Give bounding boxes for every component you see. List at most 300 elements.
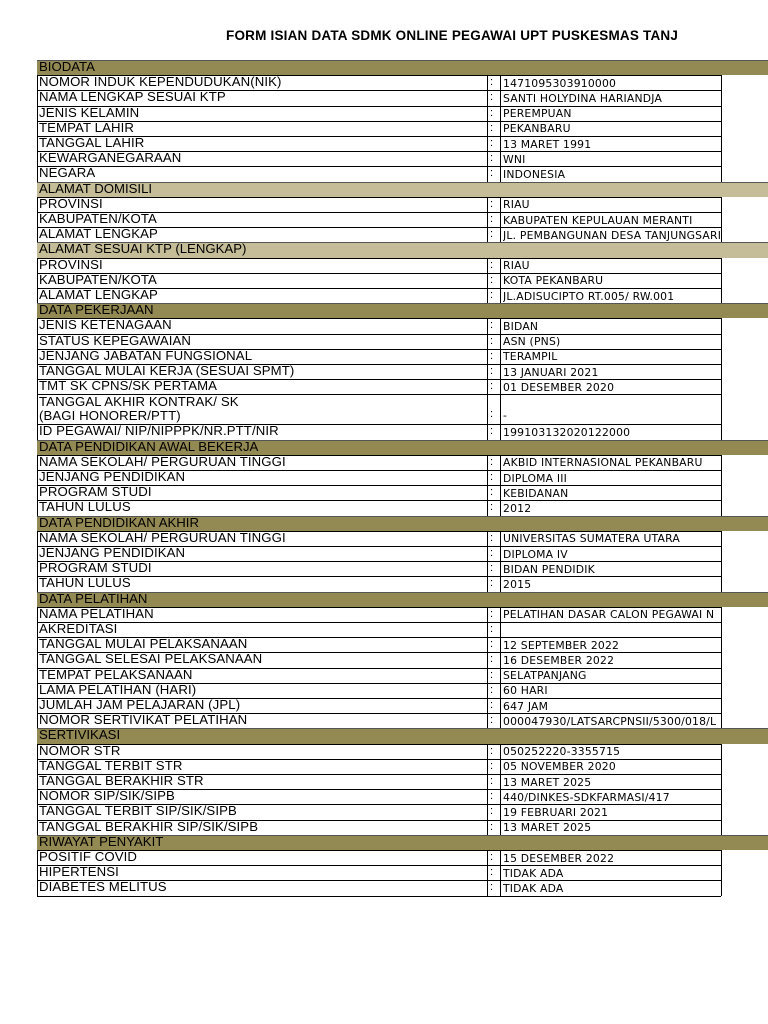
field-colon: : xyxy=(490,501,494,514)
field-colon: : xyxy=(490,623,494,635)
cell-border xyxy=(487,880,488,895)
section-title: RIWAYAT PENYAKIT xyxy=(39,833,164,849)
field-label: AKREDITASI xyxy=(39,621,118,636)
field-label: KABUPATEN/KOTA xyxy=(39,211,157,226)
cell-border xyxy=(37,789,38,804)
cell-border xyxy=(500,500,501,515)
cell-border xyxy=(500,774,501,789)
section-band xyxy=(720,441,768,455)
field-value: 60 HARI xyxy=(503,684,548,698)
field-label: ALAMAT LENGKAP xyxy=(39,287,158,302)
field-colon: : xyxy=(490,121,494,134)
field-label: DIABETES MELITUS xyxy=(39,879,167,895)
cell-border xyxy=(500,622,501,637)
cell-border xyxy=(487,197,488,212)
field-colon: : xyxy=(490,228,494,241)
cell-border xyxy=(37,349,38,364)
section-header xyxy=(37,592,768,607)
field-value: DIPLOMA IV xyxy=(503,547,568,561)
field-label: TAHUN LULUS xyxy=(39,499,131,515)
cell-border xyxy=(37,546,38,561)
field-colon: : xyxy=(490,213,494,225)
cell-border xyxy=(487,865,488,880)
cell-border xyxy=(487,485,488,500)
field-label: LAMA PELATIHAN (HARI) xyxy=(39,681,197,697)
field-colon: : xyxy=(490,820,494,833)
cell-border xyxy=(500,151,501,166)
cell-border xyxy=(721,349,722,364)
cell-border xyxy=(500,850,501,865)
section-band xyxy=(720,243,768,257)
cell-border xyxy=(37,318,38,333)
cell-border xyxy=(487,379,488,394)
cell-border xyxy=(37,197,38,212)
cell-border xyxy=(721,561,722,576)
field-colon: : xyxy=(490,531,494,544)
field-value: 2012 xyxy=(503,501,532,515)
cell-border xyxy=(487,850,488,865)
cell-border xyxy=(721,334,722,349)
section-band xyxy=(720,183,768,197)
cell-border xyxy=(721,166,722,181)
cell-border xyxy=(37,75,38,90)
field-value: 19 FEBRUARI 2021 xyxy=(503,805,609,819)
field-colon: : xyxy=(490,775,494,787)
cell-border xyxy=(500,531,501,546)
cell-border xyxy=(37,90,38,105)
field-colon: : xyxy=(490,790,494,803)
field-value: JL.ADISUCIPTO RT.005/ RW.001 xyxy=(503,289,675,303)
section-band xyxy=(720,61,768,75)
cell-border xyxy=(37,652,38,667)
field-value: TIDAK ADA xyxy=(503,881,564,895)
cell-border xyxy=(487,455,488,470)
field-colon: : xyxy=(490,152,494,165)
field-colon: : xyxy=(490,319,494,332)
cell-border xyxy=(500,197,501,212)
field-value: INDONESIA xyxy=(503,167,566,181)
cell-border xyxy=(487,394,488,424)
cell-border xyxy=(500,106,501,121)
field-label: TEMPAT PELAKSANAAN xyxy=(39,666,193,682)
field-label: JENIS KELAMIN xyxy=(39,104,140,120)
field-label: STATUS KEPEGAWAIAN xyxy=(39,332,192,348)
section-title: BIODATA xyxy=(39,59,95,74)
cell-border xyxy=(500,212,501,227)
cell-border xyxy=(500,607,501,622)
cell-border xyxy=(500,789,501,804)
cell-border xyxy=(37,622,38,637)
cell-border xyxy=(721,607,722,622)
cell-border xyxy=(487,166,488,181)
cell-border xyxy=(500,288,501,303)
cell-border xyxy=(721,546,722,561)
field-value: AKBID INTERNASIONAL PEKANBARU xyxy=(503,456,703,470)
field-label: NAMA SEKOLAH/ PERGURUAN TINGGI xyxy=(39,453,286,469)
cell-border xyxy=(487,500,488,515)
field-label: JUMLAH JAM PELAJARAN (JPL) xyxy=(39,697,241,712)
cell-border xyxy=(37,136,38,151)
field-value: 16 DESEMBER 2022 xyxy=(503,653,615,667)
field-value: 01 DESEMBER 2020 xyxy=(503,380,615,394)
field-colon: : xyxy=(490,683,494,696)
cell-border xyxy=(721,197,722,212)
cell-border xyxy=(500,470,501,485)
field-label: NAMA SEKOLAH/ PERGURUAN TINGGI xyxy=(39,529,286,545)
field-label: TANGGAL TERBIT STR xyxy=(39,757,183,773)
cell-border xyxy=(37,698,38,713)
cell-border xyxy=(500,804,501,819)
cell-border xyxy=(37,258,38,273)
section-header xyxy=(37,516,768,531)
cell-border xyxy=(500,546,501,561)
cell-border xyxy=(500,334,501,349)
cell-border xyxy=(721,531,722,546)
cell-border xyxy=(37,576,38,591)
section-title: DATA PENDIDIKAN AKHIR xyxy=(39,514,199,530)
cell-border xyxy=(487,364,488,379)
field-colon: : xyxy=(490,380,494,393)
section-band xyxy=(720,517,768,531)
field-label: TEMPAT LAHIR xyxy=(39,119,134,135)
cell-border xyxy=(721,136,722,151)
cell-border xyxy=(721,470,722,485)
field-value: 13 MARET 2025 xyxy=(503,775,592,789)
field-label: JENJANG PENDIDIKAN xyxy=(39,545,186,560)
field-colon: : xyxy=(490,408,494,421)
cell-border xyxy=(37,865,38,880)
field-label: JENIS KETENAGAAN xyxy=(39,317,172,333)
cell-border xyxy=(500,561,501,576)
cell-border xyxy=(500,273,501,288)
cell-border xyxy=(37,774,38,789)
section-header xyxy=(37,182,768,197)
cell-border xyxy=(37,379,38,394)
cell-border xyxy=(721,622,722,637)
cell-border xyxy=(37,713,38,728)
field-value: 05 NOVEMBER 2020 xyxy=(503,760,616,774)
cell-border xyxy=(721,485,722,500)
field-label: TANGGAL LAHIR xyxy=(39,135,145,150)
cell-border xyxy=(487,713,488,728)
field-colon: : xyxy=(490,866,494,879)
cell-border xyxy=(37,485,38,500)
field-value: RIAU xyxy=(503,198,530,212)
cell-border xyxy=(500,227,501,242)
field-label: TANGGAL AKHIR KONTRAK/ SK (BAGI HONORER/PTT) xyxy=(39,394,239,424)
cell-border xyxy=(500,637,501,652)
cell-border xyxy=(487,349,488,364)
cell-border xyxy=(37,759,38,774)
cell-border xyxy=(487,561,488,576)
cell-border xyxy=(487,121,488,136)
cell-border xyxy=(37,561,38,576)
cell-border xyxy=(37,288,38,303)
field-label: KEWARGANEGARAAN xyxy=(39,150,182,166)
cell-border xyxy=(37,212,38,227)
field-label: PROVINSI xyxy=(39,256,103,272)
cell-border xyxy=(721,820,722,835)
cell-border xyxy=(721,75,722,90)
cell-border xyxy=(500,424,501,439)
cell-border xyxy=(721,804,722,819)
cell-border xyxy=(500,652,501,667)
cell-border xyxy=(721,744,722,759)
cell-border xyxy=(487,652,488,667)
field-colon: : xyxy=(490,471,494,483)
field-colon: : xyxy=(490,607,494,620)
section-header xyxy=(37,835,768,850)
cell-border xyxy=(37,364,38,379)
cell-border xyxy=(487,90,488,105)
cell-border xyxy=(487,334,488,349)
field-value: 13 JANUARI 2021 xyxy=(503,365,599,379)
cell-border xyxy=(487,607,488,622)
cell-border xyxy=(721,880,722,895)
field-value: - xyxy=(503,409,508,423)
cell-border xyxy=(37,500,38,515)
cell-border xyxy=(721,865,722,880)
field-value: PEREMPUAN xyxy=(503,107,572,121)
cell-border xyxy=(500,258,501,273)
cell-border xyxy=(487,804,488,819)
field-label: TANGGAL TERBIT SIP/SIK/SIPB xyxy=(39,803,237,819)
cell-border xyxy=(721,90,722,105)
section-band xyxy=(720,593,768,607)
cell-border xyxy=(487,318,488,333)
field-value: KABUPATEN KEPULAUAN MERANTI xyxy=(503,213,693,227)
cell-border xyxy=(487,759,488,774)
field-colon: : xyxy=(490,91,494,104)
cell-border xyxy=(37,455,38,470)
cell-border xyxy=(487,622,488,637)
cell-border xyxy=(500,75,501,90)
cell-border xyxy=(37,151,38,166)
cell-border xyxy=(500,744,501,759)
cell-border xyxy=(487,576,488,591)
cell-border xyxy=(721,652,722,667)
field-colon: : xyxy=(490,744,494,757)
cell-border xyxy=(37,668,38,683)
field-value: 647 JAM xyxy=(503,699,549,713)
cell-border xyxy=(487,212,488,227)
field-value: BIDAN PENDIDIK xyxy=(503,562,595,576)
field-value: KOTA PEKANBARU xyxy=(503,274,604,288)
cell-border xyxy=(721,683,722,698)
cell-border xyxy=(37,531,38,546)
field-value: UNIVERSITAS SUMATERA UTARA xyxy=(503,532,680,546)
cell-border xyxy=(487,531,488,546)
field-label: TANGGAL MULAI PELAKSANAAN xyxy=(39,636,248,652)
field-colon: : xyxy=(490,699,494,711)
field-value: 13 MARET 2025 xyxy=(503,821,592,835)
section-band xyxy=(720,836,768,850)
cell-border xyxy=(37,121,38,136)
field-value: PEKANBARU xyxy=(503,122,571,136)
cell-border xyxy=(500,90,501,105)
section-title: DATA PENDIDIKAN AWAL BEKERJA xyxy=(39,438,259,454)
cell-border xyxy=(37,106,38,121)
field-value: SELATPANJANG xyxy=(503,669,587,683)
cell-border xyxy=(37,607,38,622)
cell-border xyxy=(500,576,501,591)
field-colon: : xyxy=(490,714,494,727)
field-label: JENJANG PENDIDIKAN xyxy=(39,469,186,484)
cell-border xyxy=(487,470,488,485)
cell-border xyxy=(487,106,488,121)
field-label: KABUPATEN/KOTA xyxy=(39,271,157,287)
field-label: NOMOR SERTIVIKAT PELATIHAN xyxy=(39,712,248,728)
cell-border xyxy=(487,424,488,439)
field-label: HIPERTENSI xyxy=(39,864,119,880)
field-label: PROVINSI xyxy=(39,195,103,211)
field-label: TMT SK CPNS/SK PERTAMA xyxy=(39,378,218,394)
cell-border xyxy=(500,820,501,835)
cell-border xyxy=(500,880,501,895)
cell-border xyxy=(487,774,488,789)
cell-border xyxy=(500,394,501,424)
cell-border xyxy=(487,227,488,242)
field-colon: : xyxy=(490,106,494,119)
cell-border xyxy=(721,713,722,728)
cell-border xyxy=(37,273,38,288)
field-label: NOMOR INDUK KEPENDUDUKAN(NIK) xyxy=(39,74,282,90)
field-value: WNI xyxy=(503,152,526,166)
cell-border xyxy=(487,136,488,151)
field-value: 440/DINKES-SDKFARMASI/417 xyxy=(503,790,670,804)
field-value: SANTI HOLYDINA HARIANDJA xyxy=(503,91,663,105)
field-label: PROGRAM STUDI xyxy=(39,484,152,500)
cell-border xyxy=(721,258,722,273)
cell-border xyxy=(721,379,722,394)
cell-border xyxy=(721,576,722,591)
section-band xyxy=(720,304,768,318)
field-colon: : xyxy=(490,273,494,286)
cell-border xyxy=(500,349,501,364)
cell-border xyxy=(37,880,38,895)
cell-border xyxy=(721,500,722,515)
cell-border xyxy=(721,227,722,242)
field-colon: : xyxy=(490,653,494,666)
field-colon: : xyxy=(490,365,494,377)
cell-border xyxy=(37,334,38,349)
section-title: ALAMAT SESUAI KTP (LENGKAP) xyxy=(39,241,247,257)
field-value: ASN (PNS) xyxy=(503,335,561,349)
cell-border xyxy=(487,789,488,804)
cell-border xyxy=(721,318,722,333)
field-value: DIPLOMA III xyxy=(503,471,568,485)
cell-border xyxy=(37,850,38,865)
cell-border xyxy=(500,668,501,683)
field-label: JENJANG JABATAN FUNGSIONAL xyxy=(39,347,253,363)
section-header xyxy=(37,242,768,257)
field-colon: : xyxy=(490,137,494,149)
field-value: 000047930/LATSARCPNSII/5300/018/L xyxy=(503,714,717,728)
row-divider xyxy=(37,896,721,897)
field-label: POSITIF COVID xyxy=(39,849,138,864)
cell-border xyxy=(487,668,488,683)
field-colon: : xyxy=(490,668,494,681)
cell-border xyxy=(487,273,488,288)
section-title: ALAMAT DOMISILI xyxy=(39,180,153,196)
cell-border xyxy=(500,455,501,470)
field-colon: : xyxy=(490,759,494,772)
cell-border xyxy=(721,759,722,774)
field-label: NOMOR STR xyxy=(39,742,121,758)
field-value: 1471095303910000 xyxy=(503,76,617,90)
cell-border xyxy=(500,121,501,136)
field-colon: : xyxy=(490,851,494,863)
field-colon: : xyxy=(490,805,494,818)
field-value: PELATIHAN DASAR CALON PEGAWAI N xyxy=(503,608,715,622)
field-colon: : xyxy=(490,76,494,89)
cell-border xyxy=(37,804,38,819)
field-colon: : xyxy=(490,562,494,575)
cell-border xyxy=(487,744,488,759)
field-value: KEBIDANAN xyxy=(503,486,569,500)
cell-border xyxy=(487,151,488,166)
field-colon: : xyxy=(490,486,494,499)
field-colon: : xyxy=(490,577,494,590)
cell-border xyxy=(721,288,722,303)
field-colon: : xyxy=(490,455,494,468)
field-value: JL. PEMBANGUNAN DESA TANJUNGSARI xyxy=(503,228,721,242)
field-label: PROGRAM STUDI xyxy=(39,560,152,576)
field-value: TERAMPIL xyxy=(503,350,558,364)
cell-border xyxy=(721,698,722,713)
cell-border xyxy=(721,106,722,121)
field-value: 050252220-3355715 xyxy=(503,745,621,759)
cell-border xyxy=(500,759,501,774)
cell-border xyxy=(500,379,501,394)
field-colon: : xyxy=(490,349,494,362)
field-label: NEGARA xyxy=(39,165,96,181)
cell-border xyxy=(37,424,38,439)
cell-border xyxy=(487,546,488,561)
field-label: NAMA LENGKAP SESUAI KTP xyxy=(39,89,226,105)
field-label: TANGGAL BERAKHIR STR xyxy=(39,773,204,788)
field-label: TANGGAL MULAI KERJA (SESUAI SPMT) xyxy=(39,363,295,378)
form-title: FORM ISIAN DATA SDMK ONLINE PEGAWAI UPT PUSKESMAS TANJ xyxy=(226,28,679,43)
cell-border xyxy=(500,713,501,728)
section-header xyxy=(37,60,768,75)
cell-border xyxy=(37,394,38,424)
field-label: NOMOR SIP/SIK/SIPB xyxy=(39,788,175,804)
field-value: RIAU xyxy=(503,259,530,273)
field-value: 199103132020122000 xyxy=(503,425,631,439)
cell-border xyxy=(721,774,722,789)
section-header xyxy=(37,303,768,318)
field-value: 2015 xyxy=(503,577,532,591)
field-value: 12 SEPTEMBER 2022 xyxy=(503,638,620,652)
field-label: ID PEGAWAI/ NIP/NIPPPK/NR.PTT/NIR xyxy=(39,423,279,439)
cell-border xyxy=(500,166,501,181)
cell-border xyxy=(37,227,38,242)
cell-border xyxy=(721,212,722,227)
field-colon: : xyxy=(490,289,494,301)
field-colon: : xyxy=(490,638,494,651)
cell-border xyxy=(37,820,38,835)
cell-border xyxy=(37,637,38,652)
field-colon: : xyxy=(490,167,494,180)
field-value: TIDAK ADA xyxy=(503,866,564,880)
cell-border xyxy=(721,151,722,166)
cell-border xyxy=(500,136,501,151)
cell-border xyxy=(721,637,722,652)
field-value: 13 MARET 1991 xyxy=(503,137,592,151)
cell-border xyxy=(721,121,722,136)
field-label: NAMA PELATIHAN xyxy=(39,605,154,621)
